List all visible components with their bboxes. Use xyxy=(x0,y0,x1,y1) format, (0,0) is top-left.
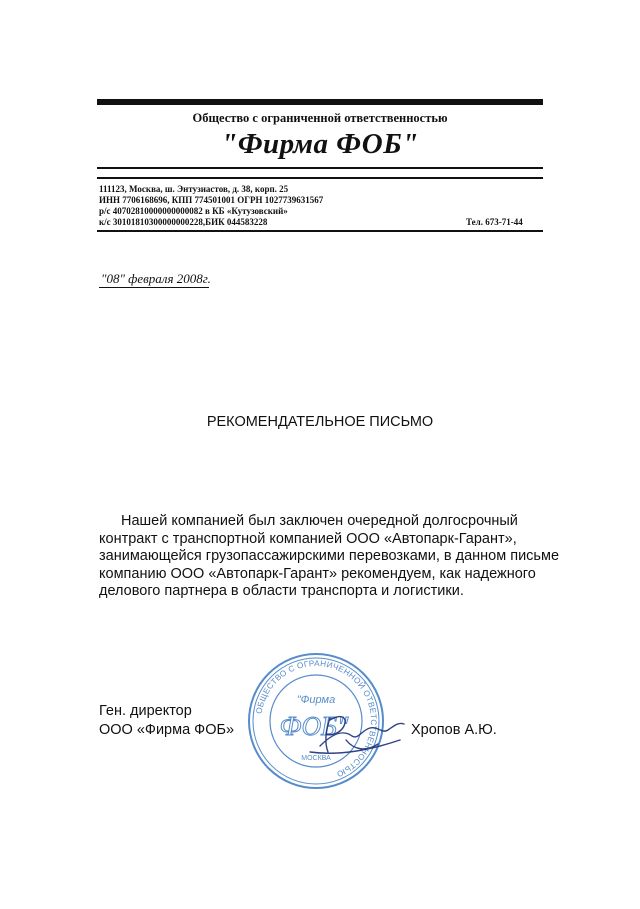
stamp-inner-top: "Фирма xyxy=(296,694,336,706)
company-type: Общество с ограниченной ответственностью xyxy=(192,111,448,125)
stamp-city: МОСКВА xyxy=(301,755,331,762)
signer-role: Ген. директор xyxy=(99,703,192,719)
body-line: занимающейся грузопассажирскими перевозками, в данном письме xyxy=(99,548,560,564)
stamp-ring-text: ОБЩЕСТВО С ОГРАНИЧЕННОЙ ОТВЕТСТВЕННОСТЬЮ xyxy=(254,658,379,779)
body-line: контракт с транспортной компанией ООО «Автопарк-Гарант», xyxy=(99,530,517,547)
phone: Тел. 673-71-44 xyxy=(466,217,523,227)
letter-date: "08" февраля 2008г. xyxy=(101,271,211,286)
document-title: РЕКОМЕНДАТЕЛЬНОЕ ПИСЬМО xyxy=(206,414,434,430)
company-name: "Фирма ФОБ" xyxy=(221,128,419,160)
header-mid-rule-2 xyxy=(97,177,543,179)
header-top-rule xyxy=(97,99,543,105)
header-mid-rule xyxy=(97,167,543,169)
letter-body xyxy=(99,513,559,601)
requisite-account: р/с 40702810000000000082 в КБ «Кутузовский» xyxy=(99,206,288,216)
signer-name: Хропов А.Ю. xyxy=(411,722,497,738)
requisite-address: 111123, Москва, ш. Энтузиастов, д. 38, корп. 25 xyxy=(99,184,289,194)
requisite-corr-account: к/с 30101810300000000228,БИК 044583228 xyxy=(99,217,268,227)
date-underline xyxy=(99,287,209,288)
header-bottom-rule xyxy=(97,230,543,232)
body-line: делового партнера в области транспорта и логистики. xyxy=(99,583,464,599)
handwritten-signature xyxy=(300,700,410,760)
signer-company: ООО «Фирма ФОБ» xyxy=(99,722,235,738)
stamp-inner-main: ФОБ" xyxy=(279,711,349,741)
body-line: компанию ООО «Автопарк-Гарант» рекомендуем, как надежного xyxy=(99,565,536,582)
body-line: Нашей компанией был заключен очередной долгосрочный xyxy=(121,513,518,529)
requisite-inn: ИНН 7706168696, КПП 774501001 ОГРН 1027739631567 xyxy=(99,195,324,205)
